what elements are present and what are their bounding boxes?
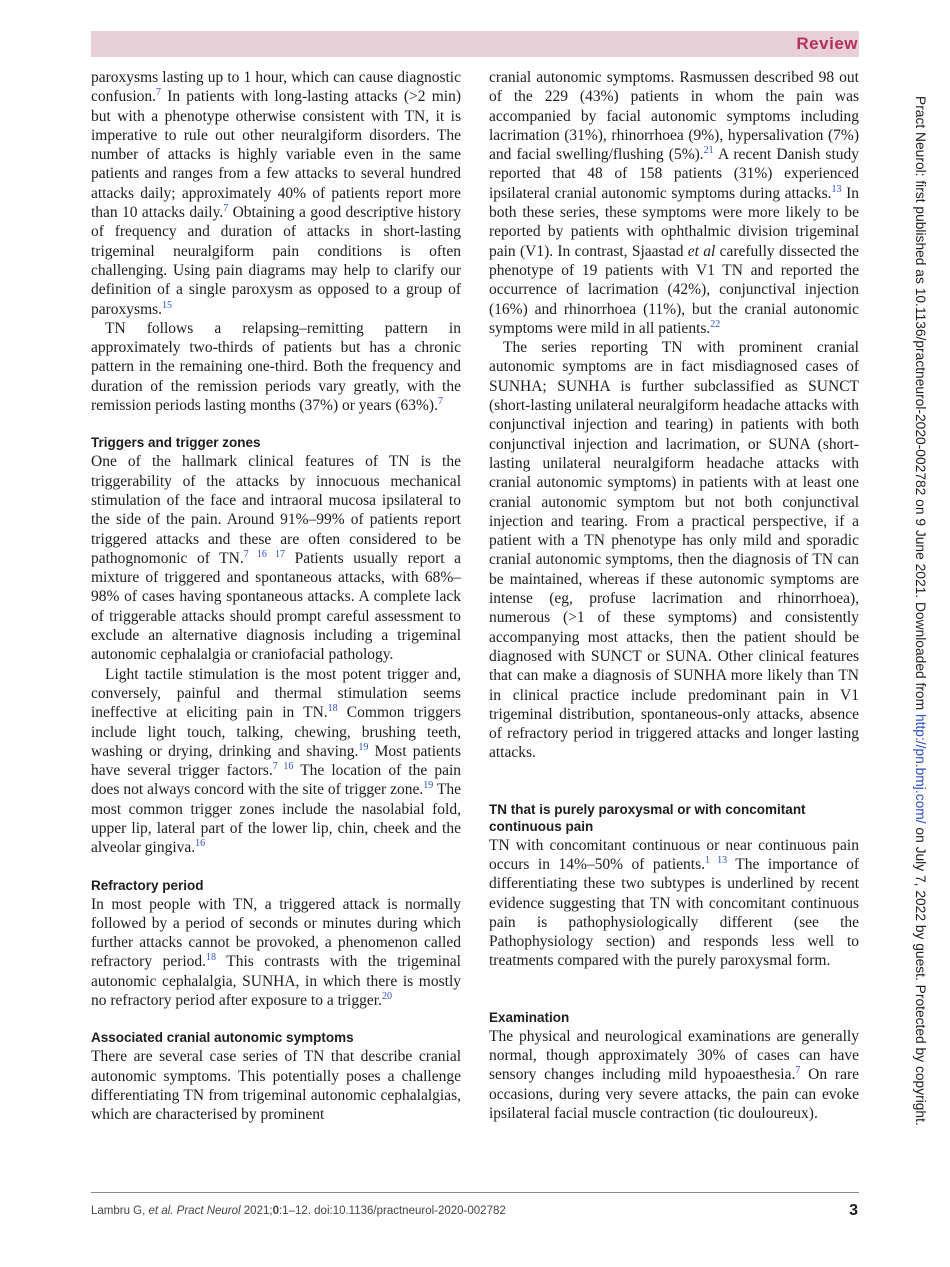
footer-rule xyxy=(91,1192,859,1193)
paragraph: There are several case series of TN that describe cranial autonomic symptoms. This potentially poses a challenge differentiating TN from trigeminal autonomic cephalalgias, which are characterised by prominent xyxy=(91,1048,461,1124)
heading-refractory: Refractory period xyxy=(91,877,204,893)
heading-paroxysmal: TN that is purely paroxysmal or with concomitant continuous pain xyxy=(489,801,806,834)
left-column xyxy=(91,68,461,1125)
heading-examination: Examination xyxy=(489,1009,570,1025)
side-link[interactable]: http://pn.bmj.com/ xyxy=(913,713,928,824)
heading-triggers: Triggers and trigger zones xyxy=(91,435,261,451)
right-column xyxy=(489,68,859,1123)
page-number: 3 xyxy=(849,1202,858,1219)
paragraph: In most people with TN, a triggered attack is normally followed by a period of seconds or minutes during which further attacks cannot be provoked, a phenomenon called refractory period.$^{18}$ This contrasts with the trigeminal autonomic cephalalgia, SUNHA, in which there is mostly no refractory period after exposure to a trigger.$^{20}$ xyxy=(91,895,461,1010)
paragraph: cranial autonomic symptoms. Rasmussen described 98 out of the 229 (43%) patients in whom the pain was accompanied by facial autonomic symptoms including lacrimation (31%), rhinorrhoea (9%), hypersalivation (7%) and facial swelling/flushing (5%).$^{21}$ A recent Danish study reported that 48 of 158 patients (31%) experienced ipsilateral cranial autonomic symptoms during attacks.$^{13}$ In both these series, these symptoms were more likely to be reported by patients with ophthalmic division trigeminal pain (V1). In contrast, Sjaastad et al carefully dissected the phenotype of 19 patients with V1 TN and reported the occurrence of lacrimation (42%), conjunctival injection (16%) and rhinorrhoea (11%), but the cranial autonomic symptoms were mild in all patients.$^{22}$ xyxy=(489,69,860,337)
paragraph: paroxysms lasting up to 1 hour, which can cause diagnostic confusion.$^7$ In patients with long-lasting attacks (>2 min) but with a phenotype otherwise consistent with TN, it is imperative to rule out other neuralgiform disorders. The number of attacks is highly variable even in the same patients and ranges from a few attacks to several hundred attacks daily; approximately 40% of patients report more than 10 attacks daily.$^7$ Obtaining a good descriptive history of frequency and duration of attacks in short-lasting trigeminal neuralgiform pain conditions is often challenging. Using pain diagrams may help to clarify our definition of a single paroxysm as opposed to a group of paroxysms.$^{15}$ xyxy=(91,69,461,318)
header-band xyxy=(91,31,859,57)
paragraph: TN follows a relapsing–remitting pattern in approximately two-thirds of patients but has a chronic pattern in the remaining one-third. Both the frequency and duration of the remission periods vary greatly, with the remission periods lasting months (37%) or years (63%).$^7$ xyxy=(91,319,461,415)
paragraph: The series reporting TN with prominent cranial autonomic symptoms are in fact misdiagnosed cases of SUNHA; SUNHA is further subclassified as SUNCT (short-lasting unilateral neuralgiform headache attacks with conjunctival injection and tearing) in patients with both conjunctival injection and lacrimation, or SUNA (short-lasting unilateral neuralgiform headache attacks with cranial autonomic symptoms) in patients with at least one cranial autonomic symptom but not both conjunctival injection and tearing. From a practical perspective, if a patient with a TN phenotype has only mild and sporadic cranial autonomic symptoms, then the diagnosis of TN can be maintained, whereas if these autonomic symptoms are intense (eg, profuse lacrimation and rhinorrhoea), numerous (>1 of these symptoms) and consistently accompanying most attacks, then the patient should be diagnosed with SUNCT or SUNA. Other clinical features that can make a diagnosis of SUNHA more likely than TN in clinical practice include predominant pain in V1 trigeminal distribution, spontaneous-only attacks, absence of refractory period in triggered attacks and longer lasting attacks. xyxy=(489,339,859,762)
paragraph: One of the hallmark clinical features of TN is the triggerability of the attacks by innocuous mechanical stimulation of the face and intraoral mucosa ipsilateral to the side of the pain. Around 91%–99% of patients report triggered attacks and these are often considered to be pathognomonic of TN.$^{7 16 17}$ Patients usually report a mixture of triggered and spontaneous attacks, with 68%–98% of cases having spontaneous attacks. A complete lack of triggerable attacks should prompt careful assessment to exclude an alternative diagnosis including a trigeminal autonomic cephalalgia or craniofacial pathology. xyxy=(91,453,462,664)
paragraph: The physical and neurological examinations are generally normal, though approximately 30% of cases can have sensory changes including mild hypoaesthesia.$^7$ On rare occasions, during very severe attacks, the pain can evoke ipsilateral facial muscle contraction (tic douloureux). xyxy=(489,1027,859,1122)
footer-citation: Lambru G, et al. Pract Neurol 2021;0:1–12. doi:10.1136/practneurol-2020-002782 xyxy=(91,1205,506,1217)
section-label: Review xyxy=(796,34,858,53)
paragraph: Light tactile stimulation is the most potent trigger and, conversely, painful and thermal stimulation seems ineffective at eliciting pain in TN.$^{18}$ Common triggers include light touch, talking, chewing, brushing teeth, washing or drying, drinking and shaving.$^{19}$ Most patients have several trigger factors.$^{7 16}$ The location of the pain does not always concord with the site of trigger zone.$^{19}$ The most common trigger zones include the nasolabial fold, upper lip, lateral part of the lower lip, chin, cheek and the alveolar gingiva.$^{16}$ xyxy=(91,665,462,857)
paragraph: TN with concomitant continuous or near continuous pain occurs in 14%–50% of patients.$^{1 13}$ The importance of differentiating these two subtypes is underlined by recent evidence suggesting that TN with concomitant continuous pain is pathophysiologically different (see the Pathophysiology section) and responds less well to treatments compared with the purely paroxysmal form. xyxy=(489,836,859,970)
heading-cranial: Associated cranial autonomic symptoms xyxy=(91,1030,354,1046)
side-copyright-note: Pract Neurol: first published as 10.1136/practneurol-2020-002782 on 9 June 2021. Downloaded from http://pn.bmj.com/ on July 7, 2022 by guest. Protected by copyright. xyxy=(913,96,928,1126)
